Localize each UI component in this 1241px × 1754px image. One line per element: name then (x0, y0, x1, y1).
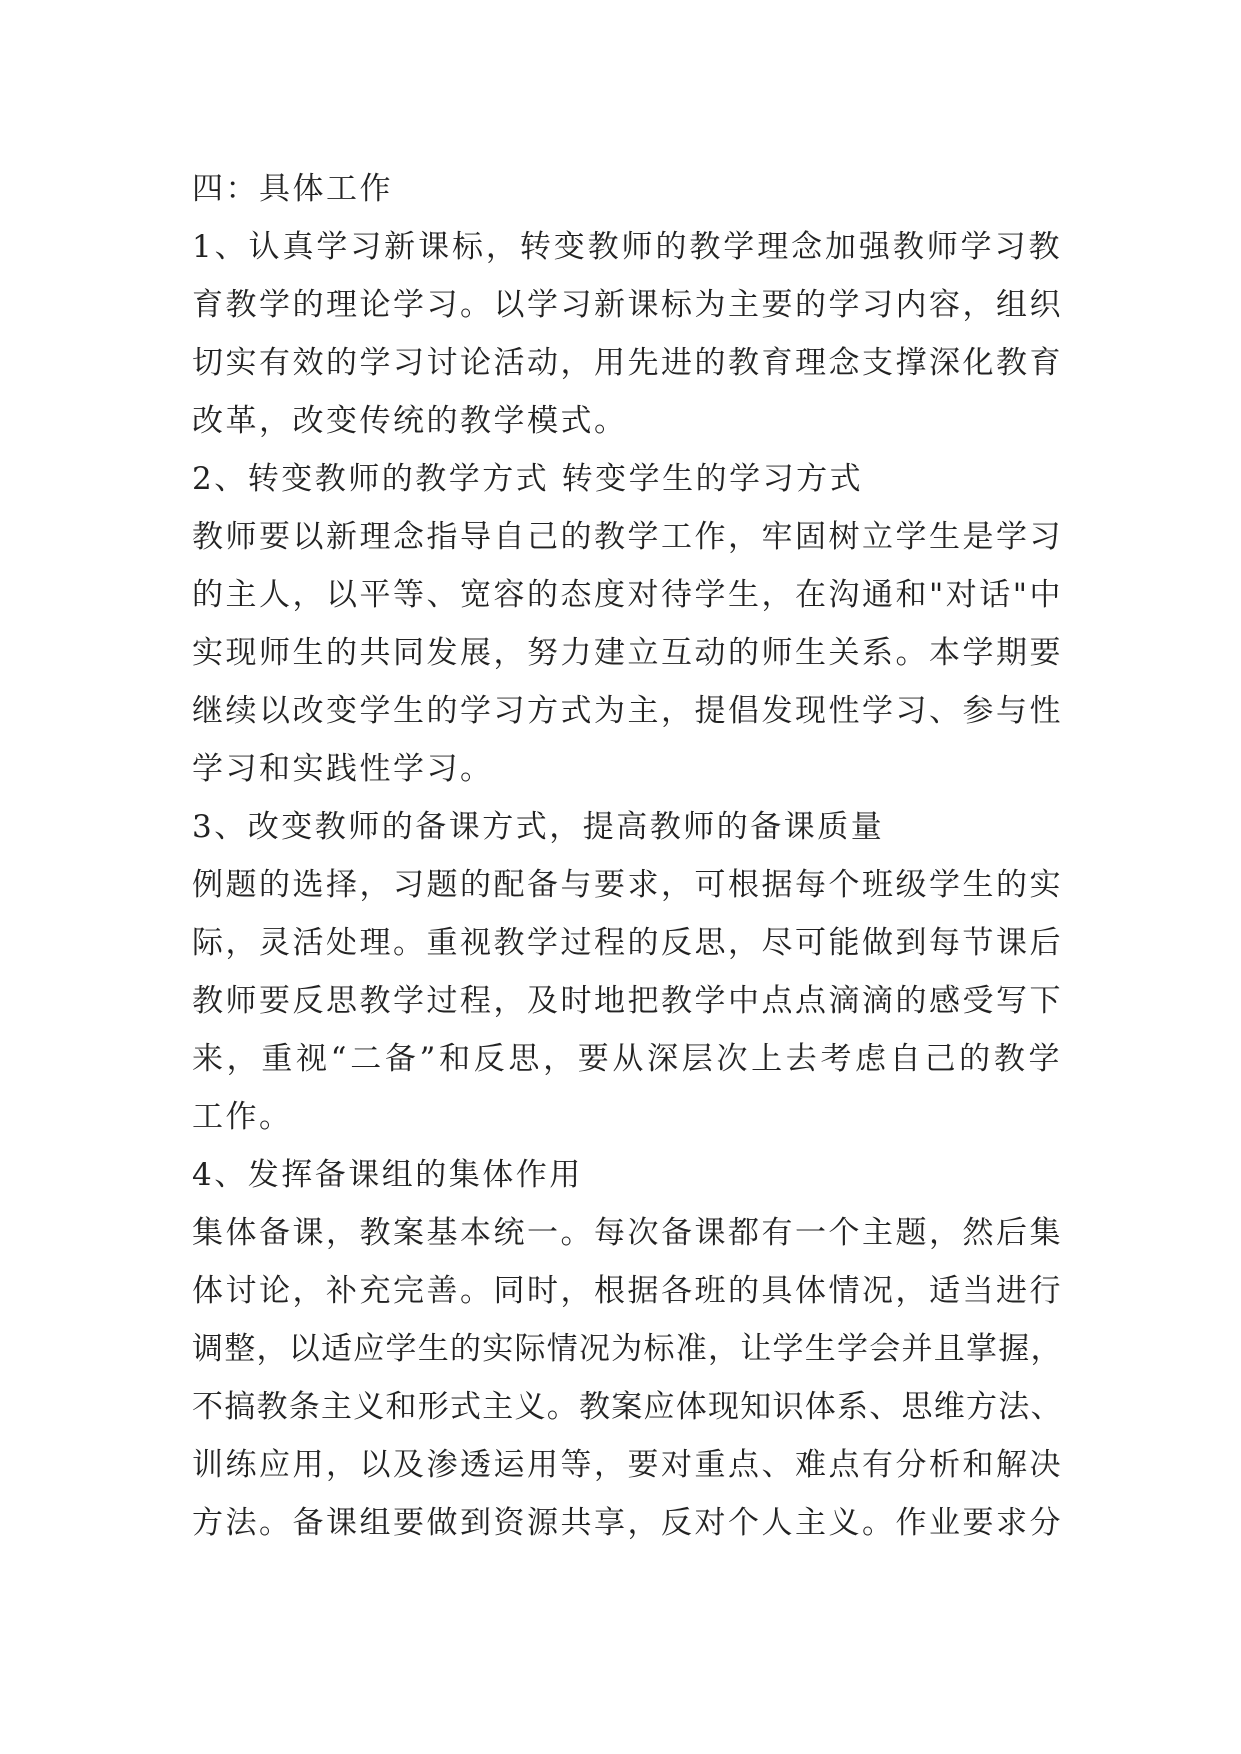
text-line: 体讨论，补充完善。同时，根据各班的具体情况，适当进行 (192, 1273, 1063, 1309)
text-line: 教师要反思教学过程，及时地把教学中点点滴滴的感受写下 (192, 983, 1063, 1019)
text-line: 育教学的理论学习。以学习新课标为主要的学习内容，组织 (192, 287, 1063, 323)
text-line: 2、转变教师的教学方式 转变学生的学习方式 (192, 461, 864, 497)
text-line: 教师要以新理念指导自己的教学工作，牢固树立学生是学习 (192, 519, 1063, 555)
text-line: 实现师生的共同发展，努力建立互动的师生关系。本学期要 (192, 635, 1063, 671)
text-line: 来，重视“二备”和反思，要从深层次上去考虑自己的教学 (192, 1041, 1062, 1077)
text-line: 例题的选择，习题的配备与要求，可根据每个班级学生的实 (192, 867, 1063, 903)
text-line: 四：具体工作 (192, 171, 393, 207)
text-line: 际，灵活处理。重视教学过程的反思，尽可能做到每节课后 (192, 925, 1063, 961)
text-line: 训练应用，以及渗透运用等，要对重点、难点有分析和解决 (192, 1447, 1063, 1483)
document-body (192, 160, 1062, 1552)
text-line: 改革，改变传统的教学模式。 (192, 403, 628, 439)
text-line: 切实有效的学习讨论活动，用先进的教育理念支撑深化教育 (192, 345, 1063, 381)
text-line: 集体备课，教案基本统一。每次备课都有一个主题，然后集 (192, 1215, 1063, 1251)
text-line: 的主人，以平等、宽容的态度对待学生，在沟通和"对话"中 (192, 577, 1064, 613)
text-line: 3、改变教师的备课方式，提高教师的备课质量 (192, 809, 885, 845)
text-line: 1、认真学习新课标，转变教师的教学理念加强教师学习教 (192, 229, 1062, 265)
text-line: 工作。 (192, 1099, 293, 1135)
text-line: 调整，以适应学生的实际情况为标准，让学生学会并且掌握， (192, 1331, 1063, 1367)
text-line: 4、发挥备课组的集体作用 (192, 1157, 583, 1193)
text-line: 方法。备课组要做到资源共享，反对个人主义。作业要求分 (192, 1505, 1063, 1541)
text-line: 继续以改变学生的学习方式为主，提倡发现性学习、参与性 (192, 693, 1063, 729)
text-line: 不搞教条主义和形式主义。教案应体现知识体系、思维方法、 (192, 1389, 1063, 1425)
text-line: 学习和实践性学习。 (192, 751, 494, 787)
